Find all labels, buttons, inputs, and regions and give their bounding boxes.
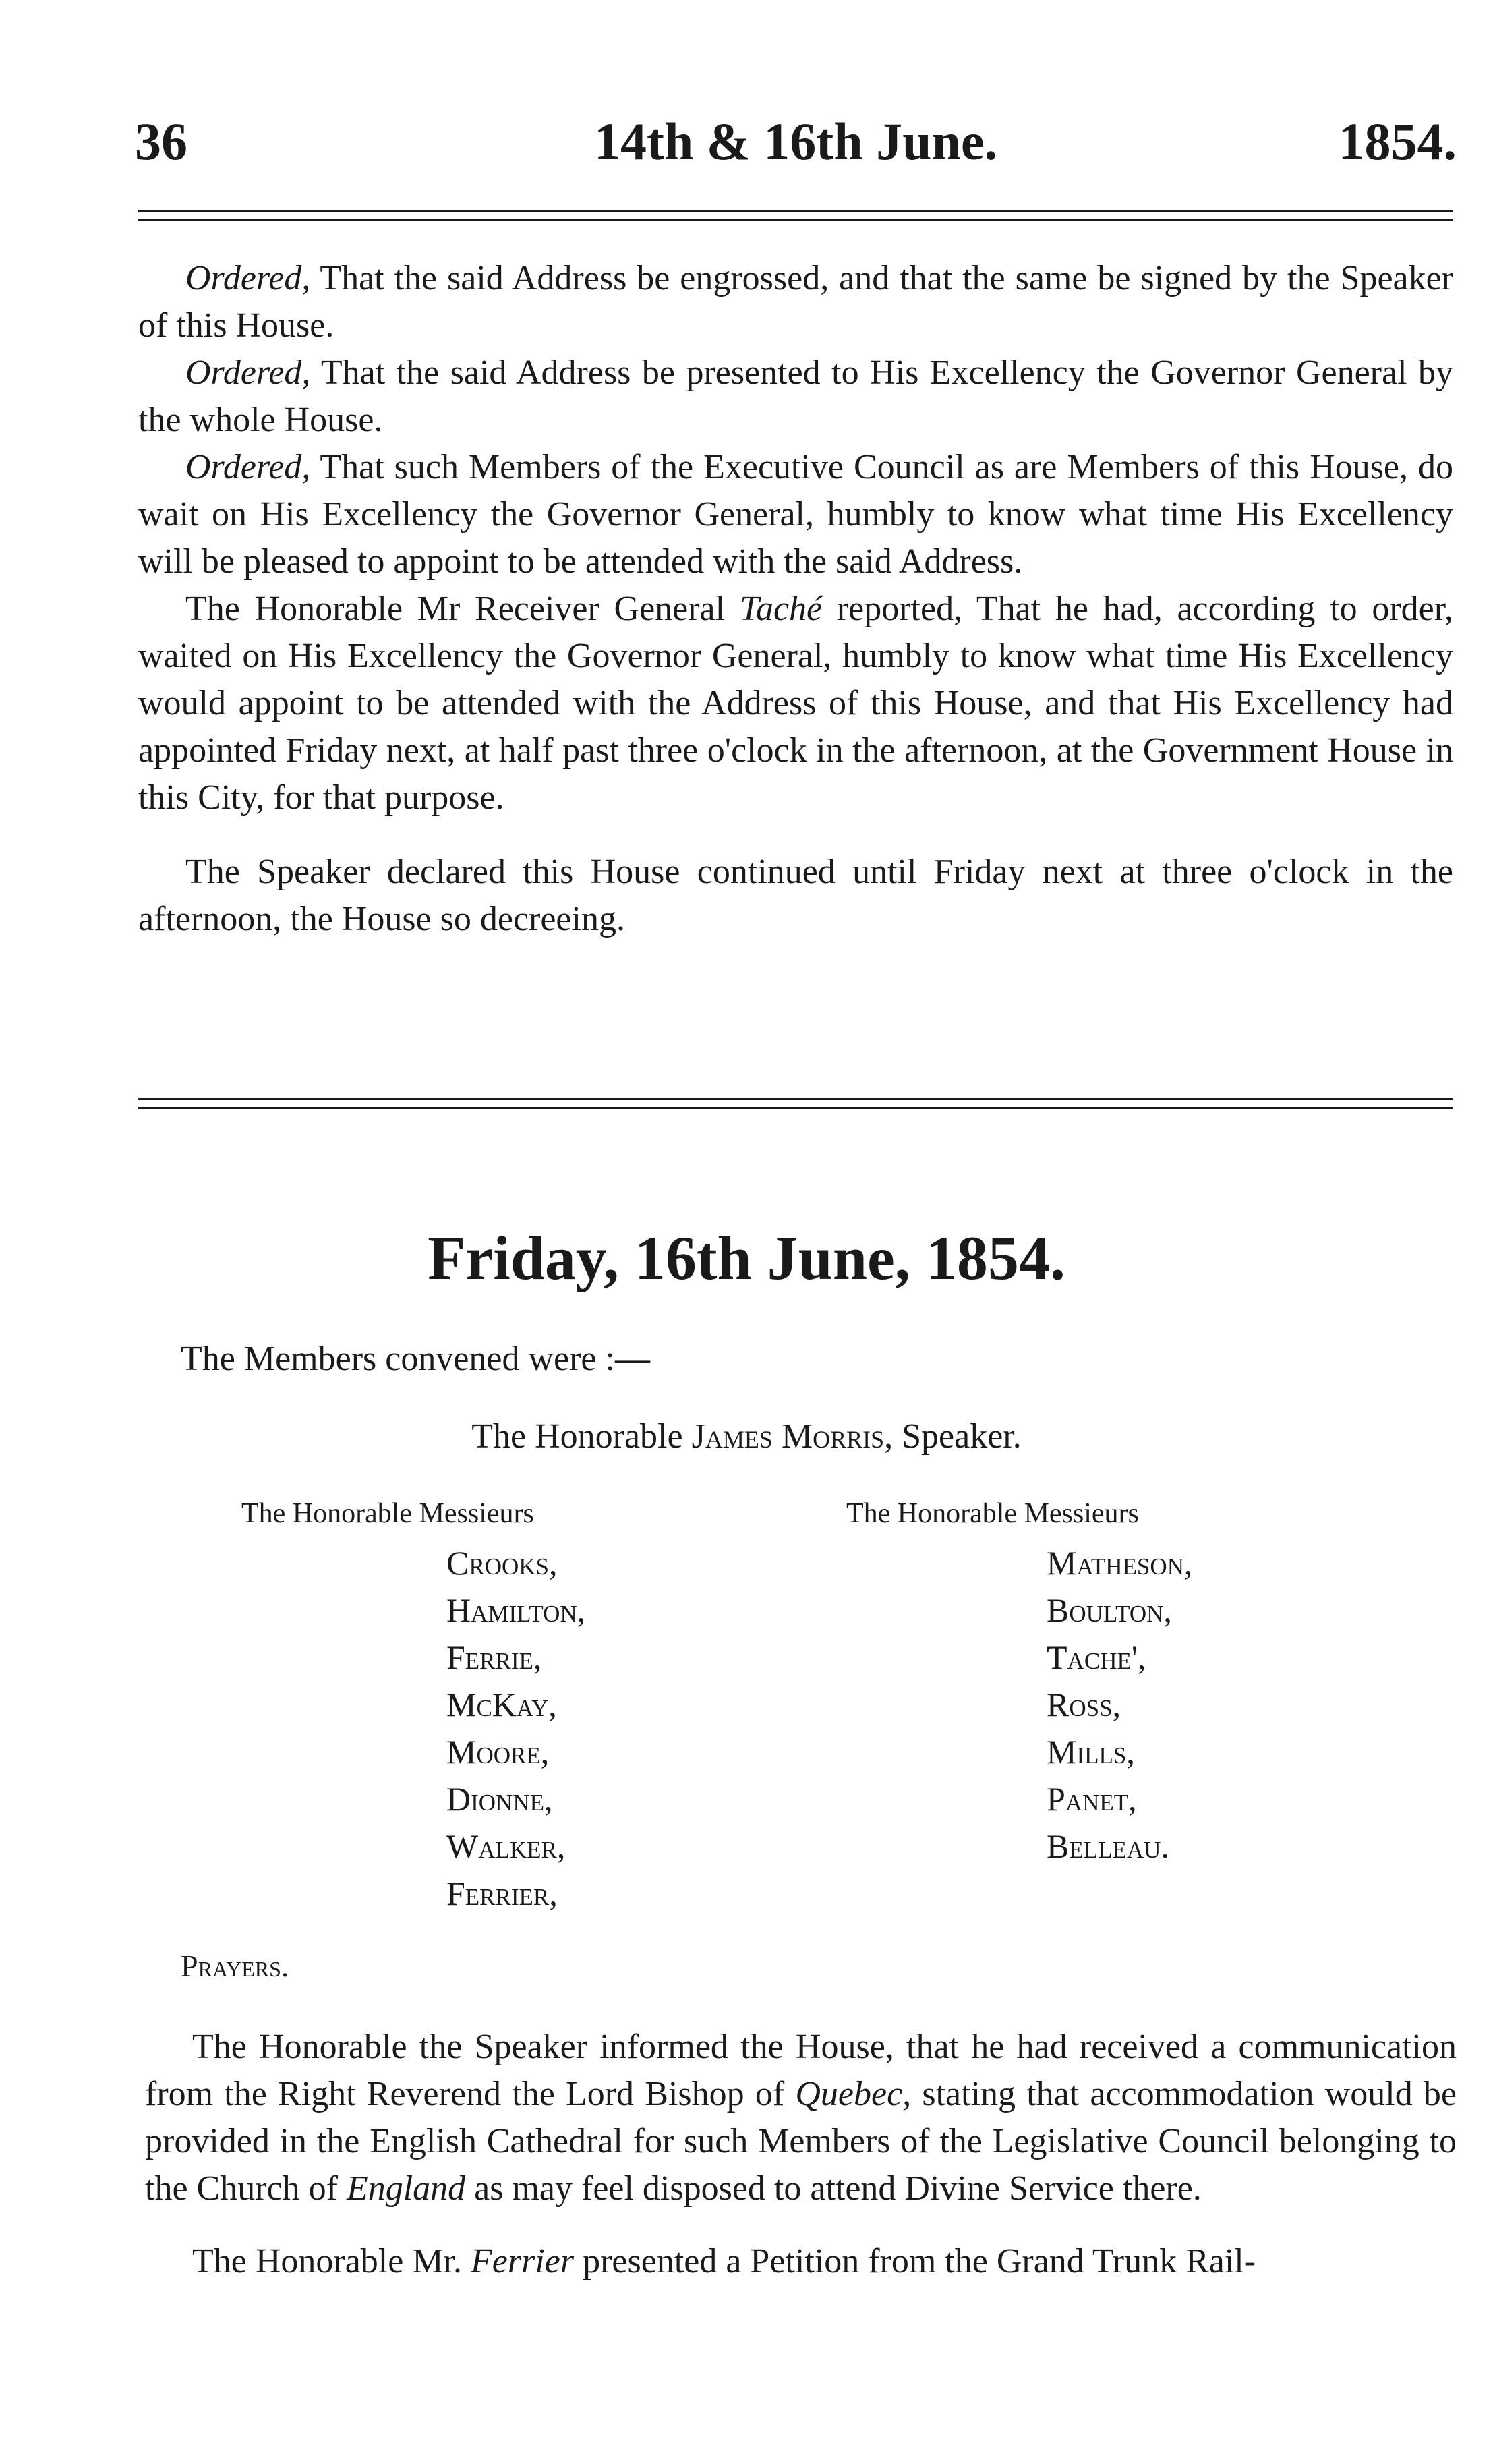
order-text: That such Members of the Executive Council as are Members of this House, do wait on His Excellency the Governor General, humbly to know what time His Excellency will be pleased to appoint to be attended with the said Address. — [138, 448, 1453, 581]
paragraph-text: as may feel disposed to attend Divine Service there. — [465, 2169, 1202, 2208]
paragraph-text: reported, That he had, according to order, waited on His Excellency the Governor General, humbly to know what time His Excellency would appoint to be attended with the Address of this House, and that His Excellency had appointed Friday next, at half past three o'clock in the afternoon, at the Government House in this City, for that purpose. — [138, 590, 1453, 817]
member-name: Panet, — [1047, 1780, 1137, 1818]
person-name: Taché — [739, 590, 823, 628]
page-number: 36 — [135, 112, 187, 171]
member-name: Belleau. — [1047, 1827, 1169, 1865]
paragraph-text: The Honorable Mr. — [192, 2242, 471, 2281]
member-name: Mills, — [1047, 1733, 1135, 1771]
member-name: Crooks, — [446, 1544, 558, 1582]
left-member-list — [446, 1539, 585, 1917]
header-dates: 14th & 16th June. — [593, 112, 998, 171]
petition-paragraph — [145, 2238, 1457, 2285]
member-name: Ferrie, — [446, 1638, 542, 1676]
sitting-title: Friday, 16th June, 1854. — [428, 1224, 1065, 1292]
person-name: Ferrier — [471, 2242, 575, 2281]
ordered-label: Ordered, — [185, 259, 311, 297]
receiver-general-paragraph — [138, 585, 1453, 822]
member-name: Walker, — [446, 1827, 566, 1865]
prayers-heading: Prayers. — [181, 1949, 289, 1983]
header-year: 1854. — [1338, 112, 1457, 171]
speaker-prefix: The Honorable — [471, 1417, 692, 1456]
order-text: That the said Address be engrossed, and that the same be signed by the Speaker of this House. — [138, 259, 1453, 345]
paragraph-text: The Speaker declared this House continued until Friday next at three o'clock in the afternoon, the House so decreeing. — [138, 853, 1453, 938]
members-intro: The Members convened were :— — [181, 1340, 650, 1378]
order-text: That the said Address be presented to His Excellency the Governor General by the whole House. — [138, 353, 1453, 439]
member-name: Ross, — [1047, 1686, 1121, 1723]
left-column-heading: The Honorable Messieurs — [241, 1498, 534, 1529]
paragraph-text: presented a Petition from the Grand Trunk Rail- — [574, 2242, 1256, 2281]
member-name: Ferrier, — [446, 1874, 558, 1912]
place-name: Quebec, — [795, 2075, 912, 2113]
right-member-list — [1047, 1539, 1192, 1870]
ordered-label: Ordered, — [185, 448, 311, 486]
proceedings-section — [138, 255, 1453, 943]
speaker-line — [0, 1413, 1493, 1460]
place-name: England — [346, 2169, 466, 2208]
paragraph-text: The Honorable Mr Receiver General — [185, 590, 740, 628]
paragraph-text: stating that accommodation would be provided in the English Cathedral for such Members of the Legislative Council belonging to the Church of — [145, 2075, 1457, 2208]
order-wait-paragraph — [138, 444, 1453, 585]
member-name: Boulton, — [1047, 1591, 1172, 1629]
member-name: McKay, — [446, 1686, 557, 1723]
paragraph-text: The Honorable the Speaker informed the House, that he had received a communication from the Right Reverend the Lord Bishop of — [145, 2028, 1457, 2113]
bishop-communication-paragraph — [145, 2024, 1457, 2212]
right-column-heading: The Honorable Messieurs — [846, 1498, 1139, 1529]
member-name: Matheson, — [1047, 1544, 1193, 1582]
member-name: Tache', — [1047, 1638, 1146, 1676]
order-engrossed-paragraph — [138, 255, 1453, 349]
ordered-label: Ordered, — [185, 353, 311, 392]
header-rule — [138, 210, 1453, 221]
communication-section — [145, 2024, 1457, 2285]
page-header — [135, 111, 1457, 172]
member-name: Hamilton, — [446, 1591, 586, 1629]
member-name: Moore, — [446, 1733, 550, 1771]
section-rule — [138, 1098, 1453, 1109]
order-presented-paragraph — [138, 349, 1453, 444]
adjournment-paragraph — [138, 849, 1453, 943]
speaker-suffix: , Speaker. — [884, 1417, 1022, 1456]
member-name: Dionne, — [446, 1780, 553, 1818]
speaker-name: James Morris — [691, 1417, 885, 1456]
